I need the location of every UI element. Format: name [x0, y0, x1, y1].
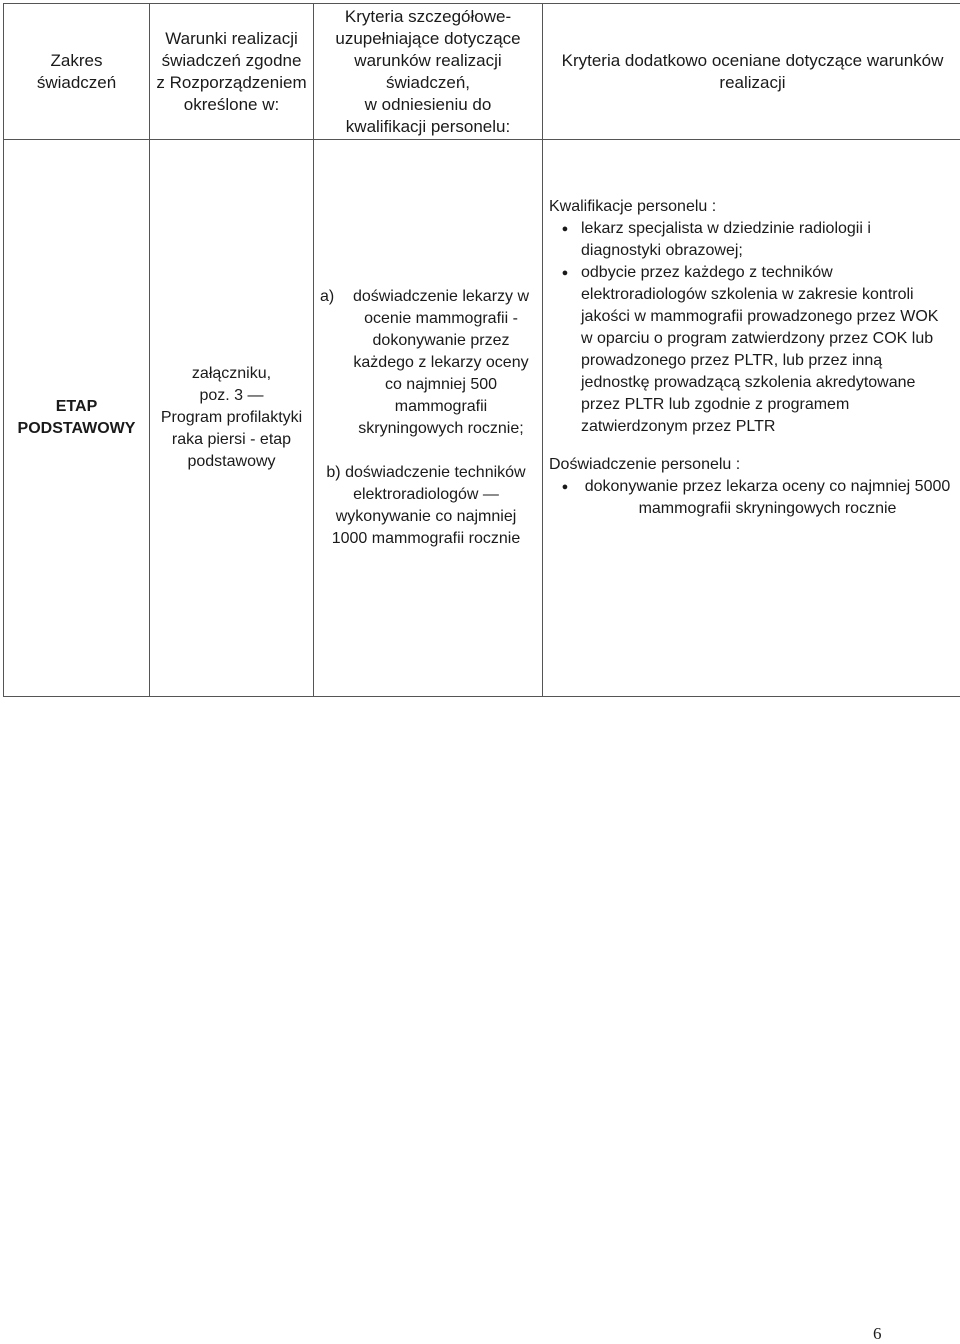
criterion-a-text [350, 286, 532, 440]
criterion-a-label: a) [320, 288, 335, 305]
header-kryteria-line: świadczeń, [385, 72, 471, 92]
list-item-line: diagnostyki obrazowej; [581, 242, 743, 259]
criterion-b [320, 462, 532, 550]
warunki-line: podstawowy [187, 453, 276, 470]
header-kryteria-line: uzupełniające dotyczące [335, 28, 521, 48]
criterion-a-line: dokonywanie przez [372, 332, 510, 349]
criterion-a-line: ocenie mammografii - [364, 310, 518, 327]
qualifications-title: Kwalifikacje personelu : [549, 198, 717, 215]
cell-kryteria [314, 140, 543, 697]
cell-zakres [4, 140, 150, 697]
qualifications-list [549, 218, 954, 438]
list-item-line: zatwierdzonym przez PLTR [581, 418, 776, 435]
header-warunki-line: określone w: [183, 94, 280, 114]
list-item [549, 262, 954, 438]
criterion-b-line: b) doświadczenie techników [326, 464, 526, 481]
bullet-dot-icon: ● [561, 223, 569, 235]
header-kryteria-szczegolowe [314, 4, 543, 140]
experience-list [549, 476, 954, 520]
page-number: 6 [873, 1324, 882, 1343]
criterion-a [320, 286, 532, 440]
header-zakres-line: Zakres [50, 50, 103, 70]
warunki-line: załączniku, [191, 365, 272, 382]
list-item-line: mammografii skryningowych rocznie [638, 500, 897, 517]
warunki-line: raka piersi - etap [171, 431, 292, 448]
header-warunki-line: z Rozporządzeniem [156, 72, 307, 92]
list-item-line: jednostkę prowadzącą szkolenia akredytowane [581, 374, 916, 391]
header-dodatkowe-line: Kryteria dodatkowo oceniane dotyczące warunków [561, 50, 944, 70]
experience-title: Doświadczenie personelu : [549, 456, 741, 473]
bullet-dot-icon: ● [561, 481, 569, 493]
header-kryteria-line: Kryteria szczegółowe- [344, 6, 512, 26]
list-item-line: elektroradiologów szkolenia w zakresie kontroli [581, 286, 914, 303]
criterion-a-line: co najmniej 500 [384, 376, 498, 393]
header-kryteria-line: kwalifikacji personelu: [345, 116, 511, 136]
cell-kryteria-dodatkowe [543, 140, 960, 697]
cell-warunki [150, 140, 314, 697]
header-zakres [4, 4, 150, 140]
header-warunki [150, 4, 314, 140]
criterion-b-line: wykonywanie co najmniej [335, 508, 517, 525]
requirements-table [3, 3, 960, 697]
header-warunki-line: świadczeń zgodne [161, 50, 302, 70]
criterion-b-line: 1000 mammografii rocznie [331, 530, 521, 547]
list-item-line: przez PLTR lub zgodnie z programem [581, 396, 850, 413]
header-kryteria-line: w odniesieniu do [364, 94, 492, 114]
criterion-a-line: każdego z lekarzy oceny [353, 354, 529, 371]
criterion-b-line: elektroradiologów — [353, 486, 499, 503]
bullet-dot-icon: ● [561, 267, 569, 279]
header-dodatkowe-line: realizacji [719, 72, 786, 92]
criterion-a-line: skryningowych rocznie; [358, 420, 524, 437]
criterion-a-line: doświadczenie lekarzy w [352, 288, 530, 305]
list-item-line: dokonywanie przez lekarza oceny co najmniej 5000 [584, 478, 951, 495]
table-row [4, 140, 960, 697]
list-item-line: lekarz specjalista w dziedzinie radiologii i [581, 220, 871, 237]
header-zakres-line: świadczeń [36, 72, 117, 92]
criterion-a-line: mammografii [394, 398, 488, 415]
list-item [549, 476, 954, 520]
warunki-line: Program profilaktyki [160, 409, 303, 426]
list-item-line: odbycie przez każdego z techników [581, 264, 833, 281]
header-kryteria-dodatkowe [543, 4, 960, 140]
warunki-line: poz. 3 — [199, 387, 264, 404]
list-item-line: jakości w mammografii prowadzonego przez WOK [581, 308, 939, 325]
list-item [549, 218, 954, 262]
header-warunki-line: Warunki realizacji [165, 28, 298, 48]
header-row [4, 4, 960, 140]
zakres-line: PODSTAWOWY [17, 420, 136, 437]
zakres-line: ETAP [55, 398, 98, 415]
list-item-line: prowadzonego przez PLTR, lub przez inną [581, 352, 883, 369]
list-item-line: w oparciu o program zatwierdzony przez COK lub [581, 330, 934, 347]
header-kryteria-line: warunków realizacji [354, 50, 502, 70]
